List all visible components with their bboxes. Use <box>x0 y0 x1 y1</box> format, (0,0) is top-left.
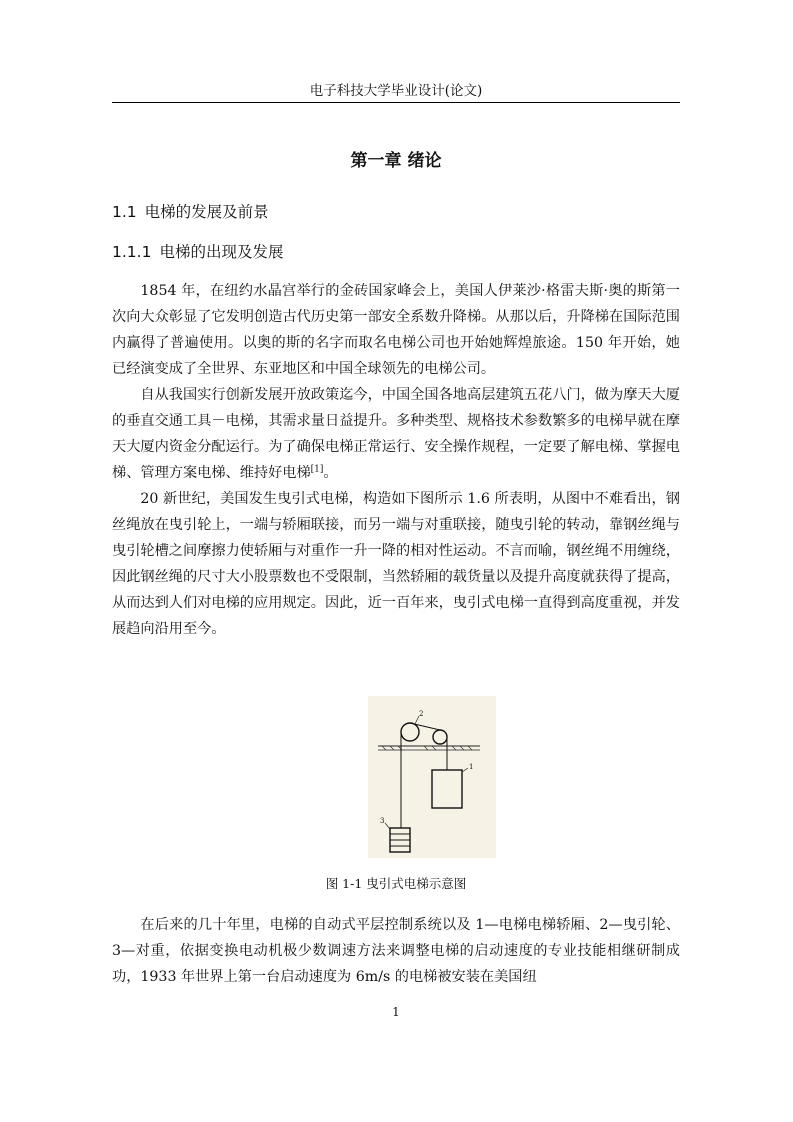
elevator-car <box>432 770 462 808</box>
section-heading <box>112 200 269 224</box>
paragraph-2-text: 自从我国实行创新发展开放政策迄今，中国全国各地高层建筑五花八门，做为摩天大厦的垂直交通工具－电梯，其需求量日益提升。多种类型、规格技术参数繁多的电梯早就在摩天大厦内资金分配运行。为了确保电梯正常运行、安全操作规程，一定要了解电梯、掌握电梯、管理方案电梯、维持好电梯 <box>112 387 680 481</box>
paragraph-2 <box>112 382 680 486</box>
subsection-title: 电梯的出现及发展 <box>159 243 284 261</box>
section-number: 1.1 <box>112 203 137 221</box>
body-text-continued <box>112 912 680 990</box>
deflector-sheave <box>433 730 447 744</box>
counterweight-label-leader <box>385 823 390 829</box>
page-number: 1 <box>392 1005 400 1019</box>
rope-between-sheaves <box>410 723 440 730</box>
sheave-label: 2 <box>419 710 424 718</box>
header-rule <box>112 102 680 103</box>
traction-sheave <box>401 723 419 741</box>
traction-elevator-diagram <box>368 696 496 858</box>
paragraph-3: 20 新世纪，美国发生曳引式电梯，构造如下图所示 1.6 所表明，从图中不难看出，钢丝绳放在曳引轮上，一端与轿厢联接，而另一端与对重联接，随曳引轮的转动，靠钢丝绳与曳引轮槽之间摩擦力使轿厢与对重作一升一降的相对性运动。不言而喻，钢丝绳不用缠绕，因此钢丝绳的尺寸大小股票数也不受限制，当然轿厢的载货量以及提升高度就获得了提高，从而达到人们对电梯的应用规定。因此，近一百年来，曳引式电梯一直得到高度重视，并发展趋向沿用至今。 <box>112 491 680 637</box>
counterweight-label: 3 <box>380 817 385 825</box>
car-label: 1 <box>469 763 474 771</box>
counterweight-plates <box>390 834 410 846</box>
figure-caption: 图 1-1 曳引式电梯示意图 <box>325 876 467 891</box>
floor-hatching <box>382 746 472 750</box>
subsection-number: 1.1.1 <box>112 243 152 261</box>
elevator-diagram-figure <box>368 696 496 858</box>
paragraph-4: 在后来的几十年里，电梯的自动式平层控制系统以及 1—电梯电梯轿厢、2—曳引轮、3—对重，依据变换电动机极少数调速方法来调整电梯的启动速度的专业技能相继研制成功，1933 年世界上第一台启动速度为 6m/s 的电梯被安装在美国纽 <box>112 917 680 985</box>
citation-ref[interactable]: [1] <box>310 464 324 475</box>
running-header: 电子科技大学毕业设计(论文) <box>309 83 483 99</box>
section-title: 电梯的发展及前景 <box>144 203 269 221</box>
body-text <box>112 278 680 642</box>
paragraph-2-tail: 。 <box>323 465 338 481</box>
subsection-heading <box>112 240 283 264</box>
chapter-title: 第一章 绪论 <box>350 151 442 171</box>
paragraph-1: 1854 年，在纽约水晶宫举行的金砖国家峰会上，美国人伊莱沙·格雷夫斯·奥的斯第一次向大众彰显了它发明创造古代历史第一部安全系数升降梯。从那以后，升降梯在国际范围内赢得了普遍使用。以奥的斯的名字而取名电梯公司也开始她辉煌旅途。150 年开始，她已经演变成了全世界、东亚地区和中国全球领先的电梯公司。 <box>112 283 680 377</box>
car-label-leader <box>462 768 468 772</box>
